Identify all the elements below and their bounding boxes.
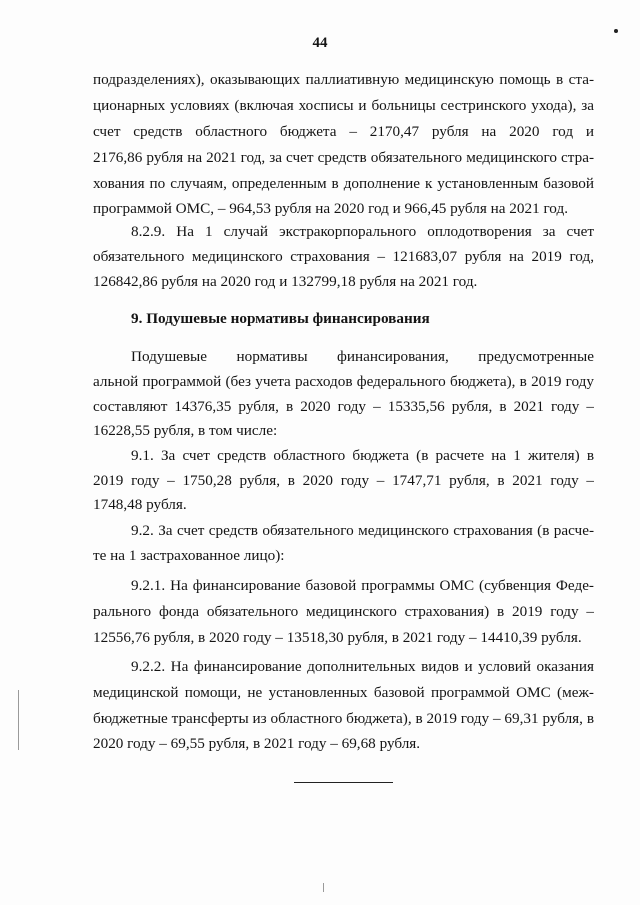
item-9-1-line-2: 2019 году – 1750,28 рубля, в 2020 году – 1747,71 рубля, в 2021 году – [93, 472, 594, 489]
scan-speck [614, 29, 618, 33]
item-9-2-line-2: те на 1 застрахованное лицо): [93, 547, 285, 564]
paragraph-2-line-3: 126842,86 рубля на 2020 год и 132799,18 рубля на 2021 год. [93, 273, 478, 290]
item-9-2-2-line-2: медицинской помощи, не установленных базовой программой ОМС (меж- [93, 684, 594, 701]
scan-margin-mark-bottom [323, 883, 324, 892]
item-9-2-2-line-4: 2020 году – 69,55 рубля, в 2021 году – 69,68 рубля. [93, 735, 421, 752]
item-9-1-line-3: 1748,48 рубля. [93, 496, 187, 513]
item-9-2-2-line-3: бюджетные трансферты из областного бюджета), в 2019 году – 69,31 рубля, в [93, 710, 594, 727]
paragraph-1-line-1: подразделениях), оказывающих паллиативную медицинскую помощь в ста- [93, 71, 594, 88]
end-of-text-rule [294, 782, 393, 783]
page-number: 44 [312, 35, 328, 51]
item-9-2-2-line-1: 9.2.2. На финансирование дополнительных видов и условий оказания [131, 658, 594, 675]
paragraph-2-line-2: обязательного медицинского страхования – 121683,07 рубля на 2019 год, [93, 248, 594, 265]
section-9-intro-line-2: альной программой (без учета расходов федерального бюджета), в 2019 году [93, 373, 594, 390]
paragraph-1-line-2: ционарных условиях (включая хосписы и больницы сестринского ухода), за [93, 97, 594, 114]
item-9-2-1-line-1: 9.2.1. На финансирование базовой программы ОМС (субвенция Феде- [131, 577, 594, 594]
paragraph-2-line-1: 8.2.9. На 1 случай экстракорпорального оплодотворения за счет [131, 223, 594, 240]
scan-margin-mark-left [18, 690, 19, 750]
item-9-2-1-line-2: рального фонда обязательного медицинского страхования) в 2019 году – [93, 603, 594, 620]
section-9-heading: 9. Подушевые нормативы финансирования [131, 310, 430, 327]
paragraph-1-line-5: хования по случаям, определенным в дополнение к установленным базовой [93, 175, 594, 192]
item-9-1-line-1: 9.1. За счет средств областного бюджета (в расчете на 1 жителя) в [131, 447, 594, 464]
paragraph-1-line-3: счет средств областного бюджета – 2170,47 рубля на 2020 год и [93, 123, 594, 140]
section-9-intro-line-1: Подушевые нормативы финансирования, предусмотренные [131, 348, 594, 365]
item-9-2-1-line-3: 12556,76 рубля, в 2020 году – 13518,30 рубля, в 2021 году – 14410,39 рубля. [93, 629, 582, 646]
paragraph-1-line-4: 2176,86 рубля на 2021 год, за счет средств обязательного медицинского стра- [93, 149, 594, 166]
section-9-intro-line-3: составляют 14376,35 рубля, в 2020 году – 15335,56 рубля, в 2021 году – [93, 398, 594, 415]
paragraph-1-line-6: программой ОМС, – 964,53 рубля на 2020 год и 966,45 рубля на 2021 год. [93, 200, 568, 217]
item-9-2-line-1: 9.2. За счет средств обязательного медицинского страхования (в расче- [131, 522, 594, 539]
section-9-intro-line-4: 16228,55 рубля, в том числе: [93, 422, 278, 439]
